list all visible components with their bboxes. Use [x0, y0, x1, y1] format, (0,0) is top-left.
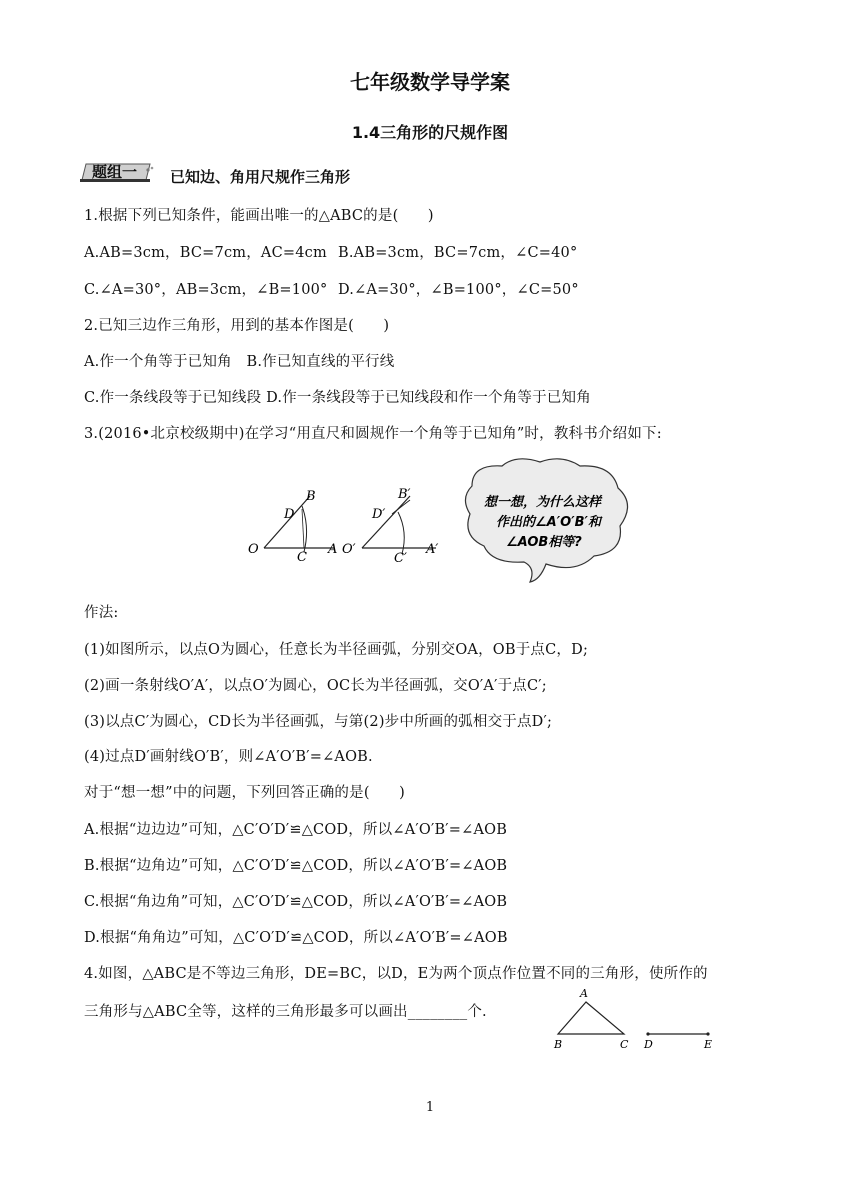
group-badge-label: 题组一: [92, 163, 138, 181]
group-header: [80, 160, 480, 186]
q3-option-c: C.根据“角边角”可知，△C′O′D′≌△COD，所以∠A′O′B′=∠AOB: [84, 894, 508, 910]
q3-question: 对于“想一想”中的问题，下列回答正确的是( ): [84, 785, 405, 801]
fig2-label-c: C′: [394, 551, 407, 566]
group-title: 已知边、角用尺规作三角形: [170, 168, 351, 186]
fig3-label-d: D: [644, 1038, 653, 1051]
fig3-label-b: B: [554, 1038, 563, 1051]
section-title: 1.4三角形的尺规作图: [351, 123, 509, 142]
q1-option-c: C.∠A=30°，AB=3cm，∠B=100°: [84, 282, 328, 298]
fig3-label-e: E: [704, 1038, 713, 1051]
angle-construction-figure: [240, 456, 640, 584]
q1-option-d: D.∠A=30°，∠B=100°，∠C=50°: [338, 282, 579, 298]
q4-line-2: 三角形与△ABC全等，这样的三角形最多可以画出________个.: [84, 1004, 487, 1020]
q1-stem: 1.根据下列已知条件，能画出唯一的△ABC的是( ): [84, 208, 434, 224]
fig1-label-o: O: [248, 542, 259, 557]
step-3: (3)以点C′为圆心，CD长为半径画弧，与第(2)步中所画的弧相交于点D′;: [84, 714, 553, 730]
q3-option-d: D.根据“角角边”可知，△C′O′D′≌△COD，所以∠A′O′B′=∠AOB: [84, 930, 508, 946]
q3-stem: 3.(2016•北京校级期中)在学习“用直尺和圆规作一个角等于已知角”时，教科书介绍如下:: [84, 426, 662, 442]
q3-option-a: A.根据“边边边”可知，△C′O′D′≌△COD，所以∠A′O′B′=∠AOB: [84, 822, 508, 838]
bubble-line-2: 作出的∠A′O′B′和: [496, 515, 601, 530]
page-number: 1: [425, 1100, 435, 1115]
q2-options-ab: A.作一个角等于已知角 B.作已知直线的平行线: [84, 354, 395, 370]
q4-line-1: 4.如图，△ABC是不等边三角形，DE=BC，以D，E为两个顶点作位置不同的三角形，使所作的: [84, 966, 708, 982]
q2-options-cd: C.作一条线段等于已知线段 D.作一条线段等于已知线段和作一个角等于已知角: [84, 390, 591, 406]
q1-option-a: A.AB=3cm，BC=7cm，AC=4cm: [84, 245, 327, 261]
step-2: (2)画一条射线O′A′，以点O′为圆心，OC长为半径画弧，交O′A′于点C′;: [84, 678, 547, 694]
step-1: (1)如图所示，以点O为圆心，任意长为半径画弧，分别交OA，OB于点C，D;: [84, 642, 589, 658]
fig3-label-c: C: [620, 1038, 629, 1051]
q2-stem: 2.已知三边作三角形，用到的基本作图是( ): [84, 318, 390, 334]
fig2-label-d: D′: [372, 507, 386, 522]
method-title: 作法:: [84, 605, 119, 621]
fig1-label-d: D: [284, 507, 295, 522]
fig1-label-c: C: [297, 550, 307, 565]
q1-option-b: B.AB=3cm，BC=7cm，∠C=40°: [338, 245, 578, 261]
fig2-label-a: A′: [426, 542, 439, 557]
page-title: 七年级数学导学案: [350, 70, 510, 94]
fig2-label-o: O′: [342, 542, 356, 557]
fig2-label-b: B′: [398, 487, 411, 502]
fig3-label-a: A: [580, 987, 588, 1000]
fig1-label-a: A: [328, 542, 338, 557]
bubble-line-1: 想一想，为什么这样: [484, 495, 602, 510]
step-4: (4)过点D′画射线O′B′，则∠A′O′B′=∠AOB.: [84, 749, 373, 765]
bubble-line-3: ∠AOB相等?: [506, 535, 582, 550]
triangle-figure: [548, 984, 728, 1054]
q3-option-b: B.根据“边角边”可知，△C′O′D′≌△COD，所以∠A′O′B′=∠AOB: [84, 858, 508, 874]
fig1-label-b: B: [306, 489, 316, 504]
